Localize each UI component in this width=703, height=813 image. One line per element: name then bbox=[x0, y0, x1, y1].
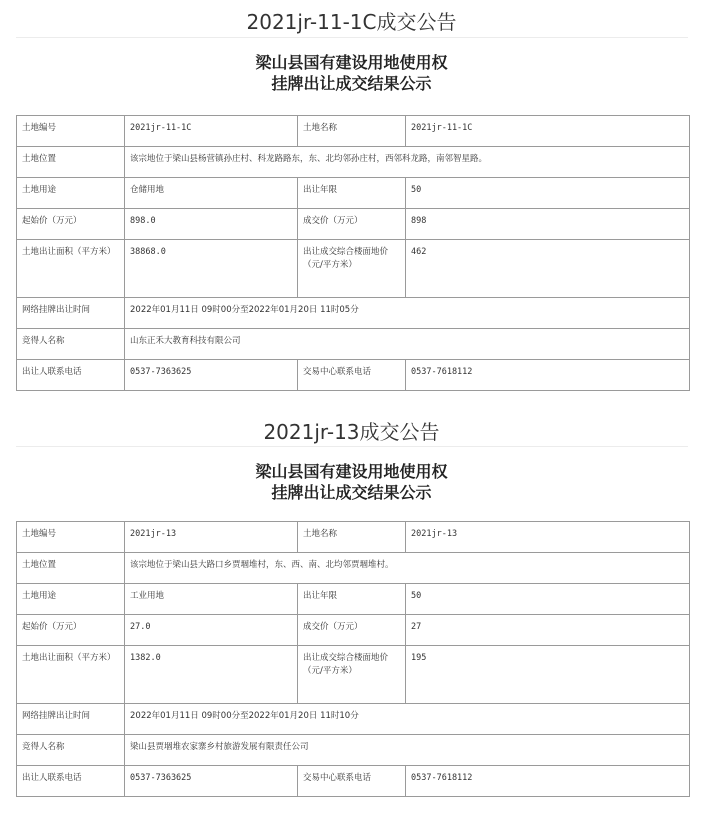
table-row bbox=[17, 240, 690, 298]
listing-time-label: 网络挂牌出让时间 bbox=[17, 298, 125, 329]
table-row bbox=[17, 553, 690, 584]
start-price-value: 27.0 bbox=[125, 615, 298, 646]
term-value: 50 bbox=[406, 584, 690, 615]
table-row bbox=[17, 522, 690, 553]
deal-price-label: 成交价（万元） bbox=[298, 209, 406, 240]
start-price-label: 起始价（万元） bbox=[17, 209, 125, 240]
table-row bbox=[17, 298, 690, 329]
table-row bbox=[17, 178, 690, 209]
land-name-value: 2021jr-13 bbox=[406, 522, 690, 553]
title-divider bbox=[16, 37, 688, 38]
area-value: 38868.0 bbox=[125, 240, 298, 298]
area-label: 土地出让面积（平方米） bbox=[17, 240, 125, 298]
seller-phone-label: 出让人联系电话 bbox=[17, 766, 125, 797]
location-label: 土地位置 bbox=[17, 553, 125, 584]
deal-price-value: 898 bbox=[406, 209, 690, 240]
floor-price-label: 出让成交综合楼面地价（元/平方米） bbox=[298, 240, 406, 298]
listing-time-value: 2022年01月11日 09时00分至2022年01月20日 11时05分 bbox=[125, 298, 690, 329]
usage-value: 仓储用地 bbox=[125, 178, 298, 209]
document-heading-line2: 挂牌出让成交结果公示 bbox=[271, 74, 432, 93]
title-divider bbox=[16, 446, 688, 447]
land-no-label: 土地编号 bbox=[17, 116, 125, 147]
term-label: 出让年限 bbox=[298, 584, 406, 615]
winner-value: 梁山县贾堌堆农家寨乡村旅游发展有限责任公司 bbox=[125, 735, 690, 766]
table-row bbox=[17, 615, 690, 646]
winner-label: 竞得人名称 bbox=[17, 735, 125, 766]
seller-phone-value: 0537-7363625 bbox=[125, 360, 298, 391]
document-heading bbox=[0, 461, 703, 503]
table-row bbox=[17, 766, 690, 797]
location-value: 该宗地位于梁山县杨营镇孙庄村、科龙路路东，东、北均邻孙庄村，西邻科龙路，南邻智星路。 bbox=[125, 147, 690, 178]
usage-label: 土地用途 bbox=[17, 584, 125, 615]
center-phone-label: 交易中心联系电话 bbox=[298, 360, 406, 391]
table-row bbox=[17, 704, 690, 735]
listing-time-value: 2022年01月11日 09时00分至2022年01月20日 11时10分 bbox=[125, 704, 690, 735]
seller-phone-value: 0537-7363625 bbox=[125, 766, 298, 797]
transaction-result-table bbox=[16, 115, 690, 391]
table-row bbox=[17, 360, 690, 391]
listing-time-label: 网络挂牌出让时间 bbox=[17, 704, 125, 735]
land-no-value: 2021jr-13 bbox=[125, 522, 298, 553]
term-label: 出让年限 bbox=[298, 178, 406, 209]
deal-price-label: 成交价（万元） bbox=[298, 615, 406, 646]
land-no-label: 土地编号 bbox=[17, 522, 125, 553]
land-name-value: 2021jr-11-1C bbox=[406, 116, 690, 147]
area-value: 1382.0 bbox=[125, 646, 298, 704]
table-row bbox=[17, 646, 690, 704]
document-heading bbox=[0, 52, 703, 94]
land-name-label: 土地名称 bbox=[298, 116, 406, 147]
document-heading-line1: 梁山县国有建设用地使用权 bbox=[255, 53, 448, 72]
land-no-value: 2021jr-11-1C bbox=[125, 116, 298, 147]
floor-price-value: 462 bbox=[406, 240, 690, 298]
location-value: 该宗地位于梁山县大路口乡贾堌堆村，东、西、南、北均邻贾堌堆村。 bbox=[125, 553, 690, 584]
start-price-value: 898.0 bbox=[125, 209, 298, 240]
document-heading-line2: 挂牌出让成交结果公示 bbox=[271, 483, 432, 502]
table-row bbox=[17, 147, 690, 178]
start-price-label: 起始价（万元） bbox=[17, 615, 125, 646]
table-row bbox=[17, 584, 690, 615]
announcement-title: 2021jr-13成交公告 bbox=[263, 420, 440, 444]
land-name-label: 土地名称 bbox=[298, 522, 406, 553]
floor-price-label: 出让成交综合楼面地价（元/平方米） bbox=[298, 646, 406, 704]
usage-value: 工业用地 bbox=[125, 584, 298, 615]
usage-label: 土地用途 bbox=[17, 178, 125, 209]
area-label: 土地出让面积（平方米） bbox=[17, 646, 125, 704]
transaction-result-table bbox=[16, 521, 690, 797]
center-phone-value: 0537-7618112 bbox=[406, 766, 690, 797]
deal-price-value: 27 bbox=[406, 615, 690, 646]
term-value: 50 bbox=[406, 178, 690, 209]
seller-phone-label: 出让人联系电话 bbox=[17, 360, 125, 391]
table-row bbox=[17, 209, 690, 240]
table-row bbox=[17, 116, 690, 147]
document-heading-line1: 梁山县国有建设用地使用权 bbox=[255, 462, 448, 481]
winner-label: 竞得人名称 bbox=[17, 329, 125, 360]
winner-value: 山东正禾大教育科技有限公司 bbox=[125, 329, 690, 360]
location-label: 土地位置 bbox=[17, 147, 125, 178]
announcement-title: 2021jr-11-1C成交公告 bbox=[246, 10, 457, 34]
floor-price-value: 195 bbox=[406, 646, 690, 704]
table-row bbox=[17, 329, 690, 360]
table-row bbox=[17, 735, 690, 766]
center-phone-value: 0537-7618112 bbox=[406, 360, 690, 391]
center-phone-label: 交易中心联系电话 bbox=[298, 766, 406, 797]
